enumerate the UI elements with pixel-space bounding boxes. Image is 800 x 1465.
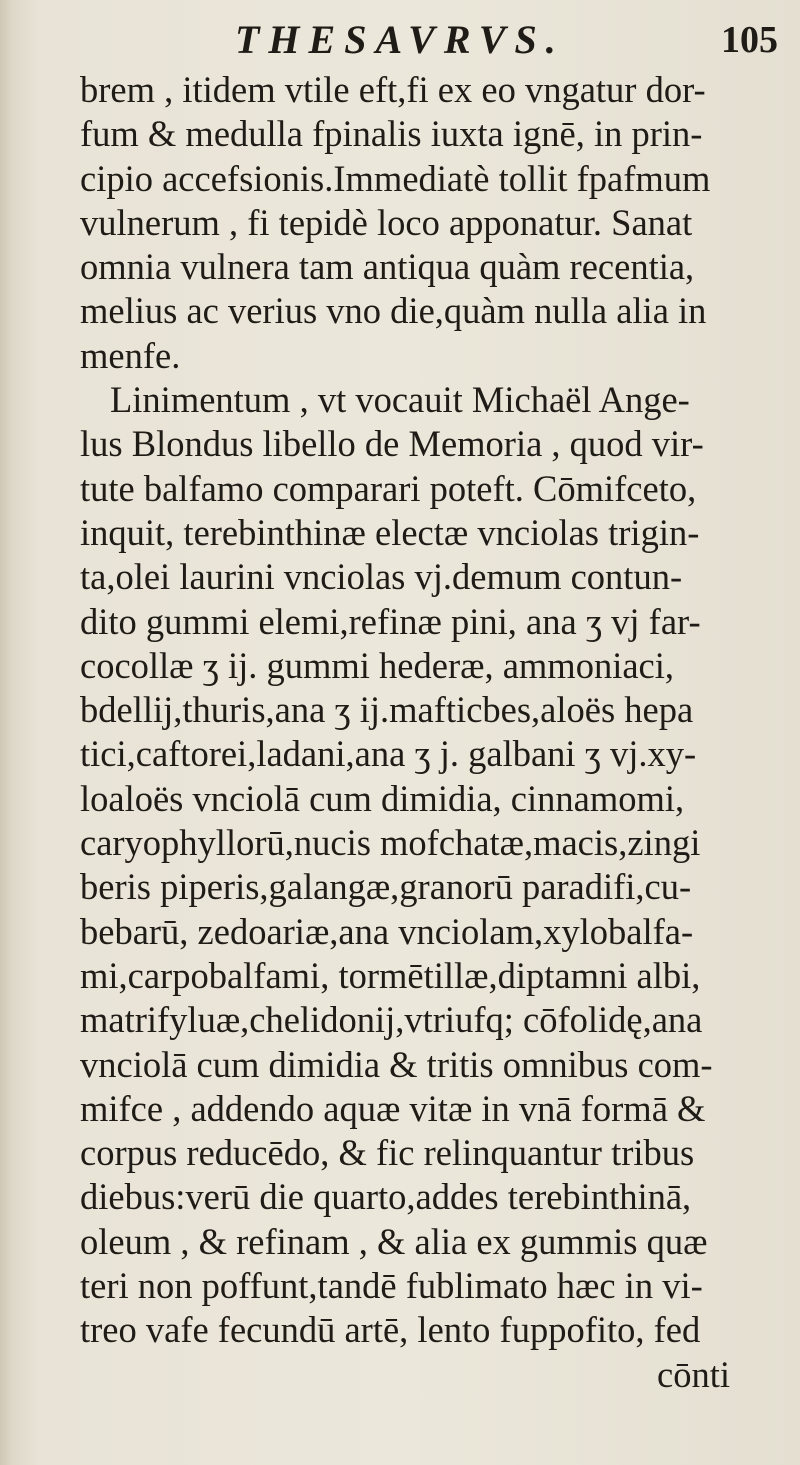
text-line: menfe. — [80, 334, 181, 376]
text-line: inquit, terebinthinæ electæ vnciolas trigin- — [80, 511, 700, 553]
text-line: ta,olei laurini vnciolas vj.demum contun- — [80, 556, 683, 598]
text-line: beris piperis,galangæ,granorū paradifi,cu- — [80, 866, 692, 908]
text-line: fum & medulla fpinalis iuxta ignē, in prin- — [80, 113, 703, 155]
text-line: tici,caftorei,ladani,ana ʒ j. galbani ʒ vj.xy- — [80, 733, 697, 775]
text-line: teri non poffunt,tandē fublimato hæc in vi- — [80, 1265, 703, 1307]
text-line: mifce , addendo aquæ vitæ in vnā formā & — [80, 1087, 706, 1129]
page-header — [0, 8, 800, 64]
page-gutter — [0, 0, 14, 1465]
text-line: oleum , & refinam , & alia ex gummis quæ — [80, 1220, 708, 1262]
text-line: dito gummi elemi,refinæ pini, ana ʒ vj far- — [80, 600, 701, 642]
text-line: loaloës vnciolā cum dimidia, cinnamomi, — [80, 777, 685, 819]
text-line: corpus reducēdo, & fic relinquantur tribus — [80, 1132, 695, 1174]
page-number: 105 — [721, 19, 778, 61]
text-line: bebarū, zedoariæ,ana vnciolam,xylobalfa- — [80, 910, 694, 952]
text-line: lus Blondus libello de Memoria , quod vir- — [80, 423, 704, 465]
text-line: bdellij,thuris,ana ʒ ij.mafticbes,aloës hepa — [80, 689, 694, 731]
text-line: melius ac verius vno die,quàm nulla alia in — [80, 290, 707, 332]
text-line: vnciolā cum dimidia & tritis omnibus com- — [80, 1043, 713, 1085]
running-head: THESAVRVS. — [235, 17, 565, 62]
body-text — [80, 68, 770, 1397]
text-line: mi,carpobalfami, tormētillæ,diptamni albi, — [80, 954, 701, 996]
text-line: vulnerum , fi tepidè loco apponatur. Sanat — [80, 201, 693, 243]
text-line: cipio accefsionis.Immediatè tollit fpafmum — [80, 157, 711, 199]
text-line: cocollæ ʒ ij. gummi hederæ, ammoniaci, — [80, 644, 674, 686]
paragraph-start-line: Linimentum , vt vocauit Michaël Ange- — [110, 379, 690, 421]
text-line: diebus:verū die quarto,addes terebinthinā, — [80, 1176, 692, 1218]
text-line: omnia vulnera tam antiqua quàm recentia, — [80, 246, 695, 288]
text-line: tute balfamo comparari poteft. Cōmifceto, — [80, 467, 697, 509]
text-line: matrifyluæ,chelidonij,vtriufq; cōfolidę,ana — [80, 999, 703, 1041]
catchword: cōnti — [657, 1353, 730, 1395]
text-line: caryophyllorū,nucis mofchatæ,macis,zingi — [80, 822, 701, 864]
text-line: treo vafe fecundū artē, lento fuppofito, fed — [80, 1309, 701, 1351]
text-line: brem , itidem vtile eft,fi ex eo vngatur dor- — [80, 69, 706, 110]
